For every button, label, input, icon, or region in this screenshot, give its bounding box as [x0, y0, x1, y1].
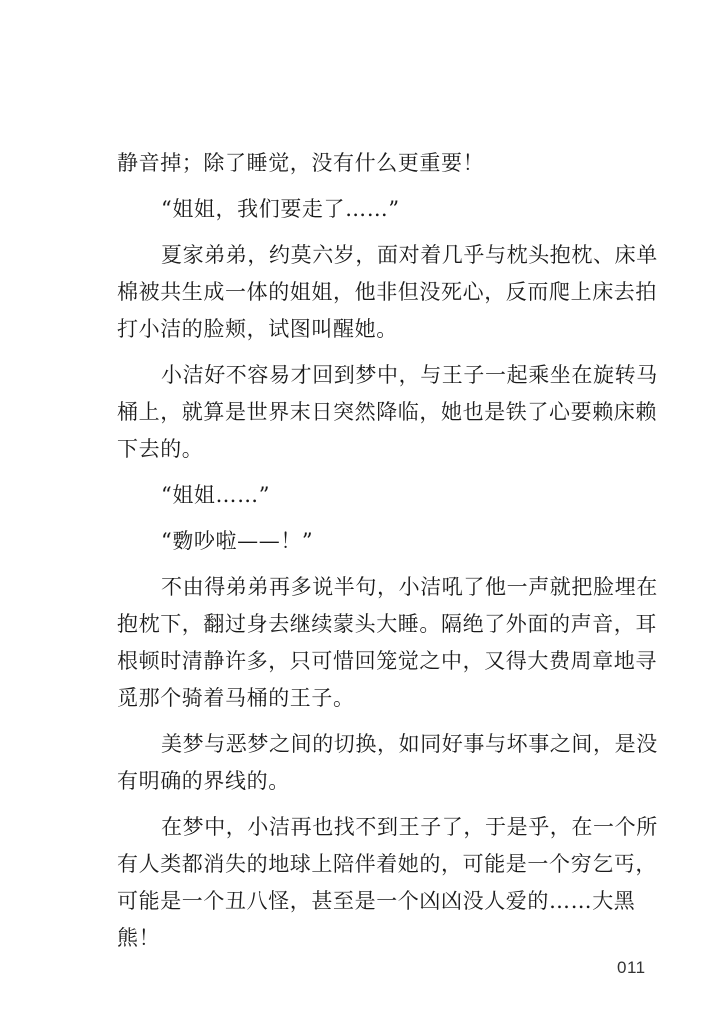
text-line: 棉被共生成一体的姐姐，他非但没死心，反而爬上床去拍	[117, 280, 657, 304]
text-line: 小洁好不容易才回到梦中，与王子一起乘坐在旋转马	[161, 363, 658, 387]
paragraph	[117, 145, 613, 182]
paragraph	[117, 523, 613, 560]
text-line: “姐姐……”	[161, 483, 271, 507]
text-line: “姐姐，我们要走了……”	[161, 197, 400, 221]
text-line: 美梦与恶梦之间的切换，如同好事与坏事之间，是没	[161, 732, 658, 756]
text-line: 熊！	[117, 926, 161, 950]
text-line: 根顿时清静许多，只可惜回笼觉之中，又得大费周章地寻	[117, 649, 657, 673]
paragraph	[117, 726, 658, 800]
page-number: 011	[617, 958, 646, 977]
text-line: 桶上，就算是世界末日突然降临，她也是铁了心要赖床赖	[117, 400, 657, 424]
paragraph	[117, 237, 658, 348]
paragraph	[117, 477, 613, 514]
paragraph	[117, 357, 658, 468]
text-line: 静音掉；除了睡觉，没有什么更重要！	[117, 151, 485, 175]
text-line: 有人类都消失的地球上陪伴着她的，可能是一个穷乞丐，	[117, 852, 657, 876]
text-line: 可能是一个丑八怪，甚至是一个凶凶没人爱的……大黑	[117, 889, 636, 913]
text-line: “覅吵啦——！”	[161, 529, 314, 553]
text-line: 觅那个骑着马桶的王子。	[117, 686, 355, 710]
text-line: 在梦中，小洁再也找不到王子了，于是乎，在一个所	[161, 815, 658, 839]
text-line: 不由得弟弟再多说半句，小洁吼了他一声就把脸埋在	[161, 575, 658, 599]
paragraph	[117, 809, 658, 957]
body-text	[117, 145, 658, 966]
text-line: 夏家弟弟，约莫六岁，面对着几乎与枕头抱枕、床单	[161, 243, 658, 267]
text-line: 下去的。	[117, 437, 204, 461]
text-line: 抱枕下，翻过身去继续蒙头大睡。隔绝了外面的声音，耳	[117, 612, 657, 636]
text-line: 有明确的界线的。	[117, 769, 290, 793]
text-line: 打小洁的脸颊，试图叫醒她。	[117, 317, 398, 341]
paragraph	[117, 191, 613, 228]
paragraph	[117, 569, 658, 717]
